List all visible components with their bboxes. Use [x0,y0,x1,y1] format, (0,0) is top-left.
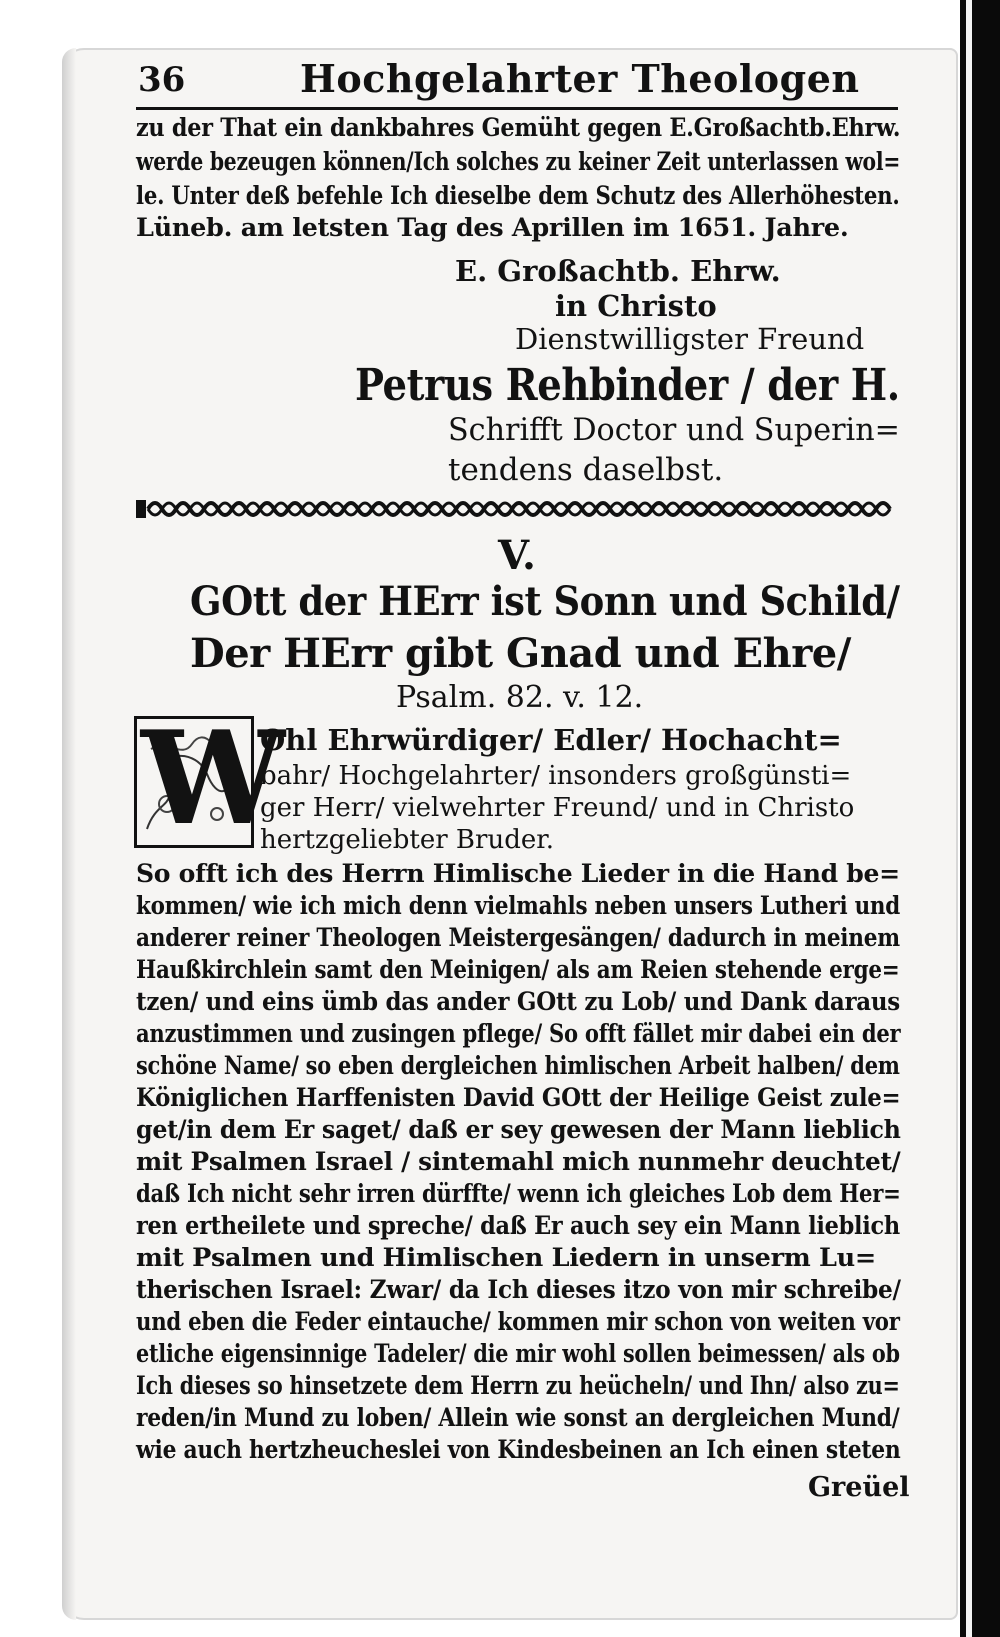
body-line: anderer reiner Theologen Meistergesängen/ dadurch in meinem [136,923,900,953]
body-line: mit Psalmen und Himlischen Liedern in unserm Lu= [136,1243,876,1273]
body-line: wie auch hertzheucheslei von Kindesbeinen an Ich einen steten [136,1435,901,1465]
body-line: Haußkirchlein samt den Meinigen/ als am Reien stehende erge= [136,955,900,985]
catchword: Greüel [808,1472,910,1503]
section-numeral: V. [498,532,536,579]
signature-title: Schrifft Doctor und Superin= [448,412,900,448]
body-line: Ich dieses so hinsetzete dem Herrn zu heücheln/ und Ihn/ also zu= [136,1371,900,1401]
running-head: Hochgelahrter Theologen [300,56,860,101]
body-line: get/in dem Er saget/ daß er sey gewesen der Mann lieblich [136,1115,901,1145]
signature-closing: Dienstwilligster Freund [515,322,865,356]
body-line: daß Ich nicht sehr irren dürffte/ wenn ich gleiches Lob dem Her= [136,1179,901,1209]
body-line: So offt ich des Herrn Himlische Lieder in die Hand be= [136,859,900,889]
greeting-line: ger Herr/ vielwehrter Freund/ und in Christo [260,793,855,823]
letter-line: le. Unter deß befehle Ich dieselbe dem Schutz des Allerhöhesten. [136,181,900,211]
body-line: schöne Name/ so eben dergleichen himlischen Arbeit halben/ dem [136,1051,900,1081]
body-line: reden/in Mund zu loben/ Allein wie sonst an dergleichen Mund/ [136,1403,900,1433]
body-line: mit Psalmen Israel / sintemahl mich nunmehr deuchtet/ [136,1147,901,1177]
motto-line-1: GOtt der HErr ist Sonn und Schild/ [190,578,900,625]
scan-border-strip [966,0,972,1637]
letter-line: zu der That ein dankbahres Gemüht gegen E.Großachtb.Ehrw. [136,113,901,143]
signature-in-christo: in Christo [555,289,717,323]
psalm-reference: Psalm. 82. v. 12. [396,680,644,715]
page-gutter-shadow [62,48,76,1620]
body-line: etliche eigensinnige Tadeler/ die mir wohl sollen beimessen/ als ob [136,1339,900,1369]
body-line: Königlichen Harffenisten David GOtt der Heilige Geist zule= [136,1083,901,1113]
ornamental-divider [136,494,898,524]
letter-line: Lüneb. am letsten Tag des Aprillen im 1651. Jahre. [136,213,849,243]
dropcap-letter: W [141,704,285,854]
body-line: und eben die Feder eintauche/ kommen mir schon von weiten vor [136,1307,900,1337]
greeting-line: hertzgeliebter Bruder. [260,825,555,855]
body-line: anzustimmen und zusingen pflege/ So offt fället mir dabei ein der [136,1019,901,1049]
body-line: tzen/ und eins ümb das ander GOtt zu Lob/ und Dank daraus [136,987,900,1017]
letter-line: werde bezeugen können/Ich solches zu keiner Zeit unterlassen wol= [136,147,901,177]
signature-name: Petrus Rehbinder / der H. [355,360,900,411]
header-rule [136,107,898,110]
motto-line-2: Der HErr gibt Gnad und Ehre/ [190,630,851,677]
signature-salutation: E. Großachtb. Ehrw. [455,254,781,288]
body-line: therischen Israel: Zwar/ da Ich dieses itzo von mir schreibe/ [136,1275,901,1305]
body-line: kommen/ wie ich mich denn vielmahls neben unsers Lutheri und [136,891,901,921]
greeting-line: Ohl Ehrwürdiger/ Edler/ Hochacht= [260,723,842,757]
signature-title-cont: tendens daselbst. [448,452,724,488]
greeting-line: bahr/ Hochgelahrter/ insonders großgünsti= [260,761,852,791]
decorated-initial [134,704,285,854]
page-number: 36 [138,60,186,100]
body-line: ren ertheilete und spreche/ daß Er auch sey ein Mann lieblich [136,1211,900,1241]
